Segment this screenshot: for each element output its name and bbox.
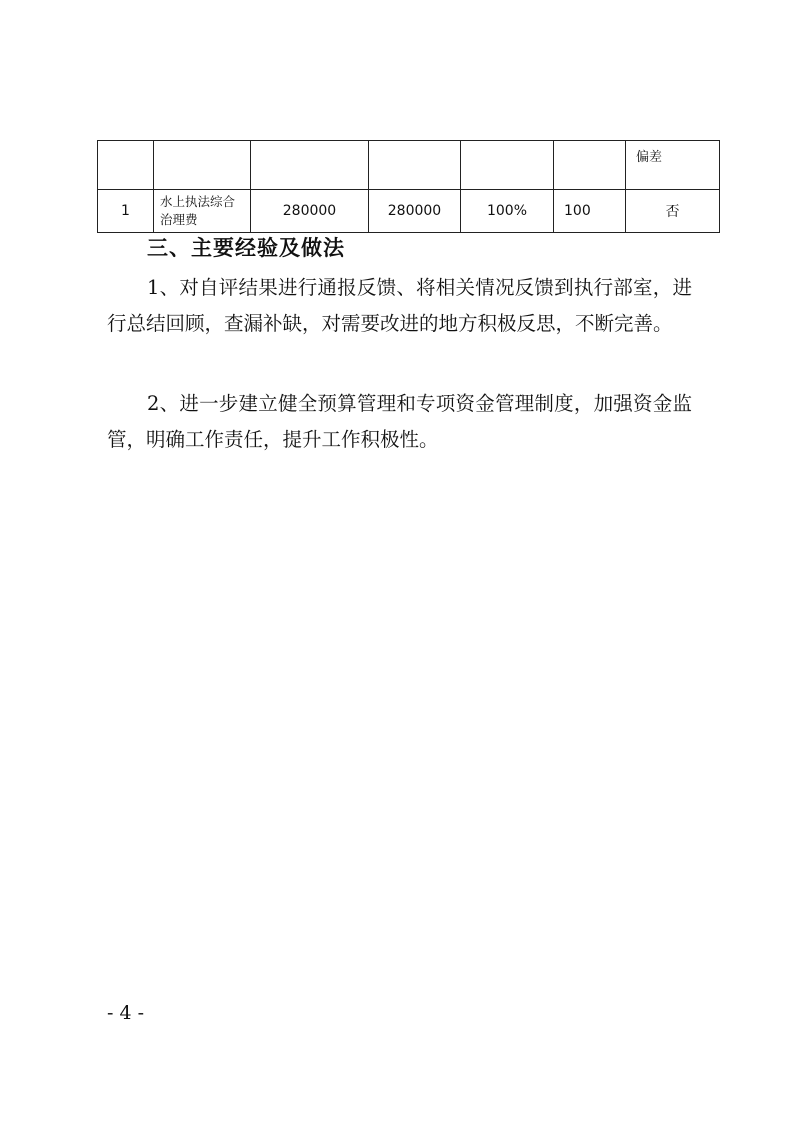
table-row <box>98 190 720 233</box>
header-cell-budget <box>251 141 369 190</box>
cell-project-name: 水上执法综合治理费 <box>154 190 251 233</box>
cell-annual-budget: 280000 <box>251 190 369 233</box>
cell-score: 100 <box>554 190 626 233</box>
header-cell-score <box>554 141 626 190</box>
paragraph-1: 1、对自评结果进行通报反馈、将相关情况反馈到执行部室，进行总结回顾，查漏补缺，对需要改进的地方积极反思，不断完善。 <box>107 276 692 335</box>
paragraph-2: 2、进一步建立健全预算管理和专项资金管理制度，加强资金监管，明确工作责任，提升工作积极性。 <box>107 392 692 451</box>
cell-execution-rate: 100% <box>461 190 554 233</box>
header-cell-index <box>98 141 154 190</box>
header-cell-rate <box>461 141 554 190</box>
header-cell-deviation: 偏差 <box>626 141 720 190</box>
section-heading: 三、主要经验及做法 <box>147 236 345 260</box>
cell-executed-amount: 280000 <box>369 190 461 233</box>
budget-performance-table <box>97 140 720 233</box>
header-cell-project <box>154 141 251 190</box>
table-header-row <box>98 141 720 190</box>
cell-deviation: 否 <box>626 190 720 233</box>
header-cell-executed <box>369 141 461 190</box>
cell-index: 1 <box>98 190 154 233</box>
page-number: - 4 - <box>107 1002 145 1024</box>
